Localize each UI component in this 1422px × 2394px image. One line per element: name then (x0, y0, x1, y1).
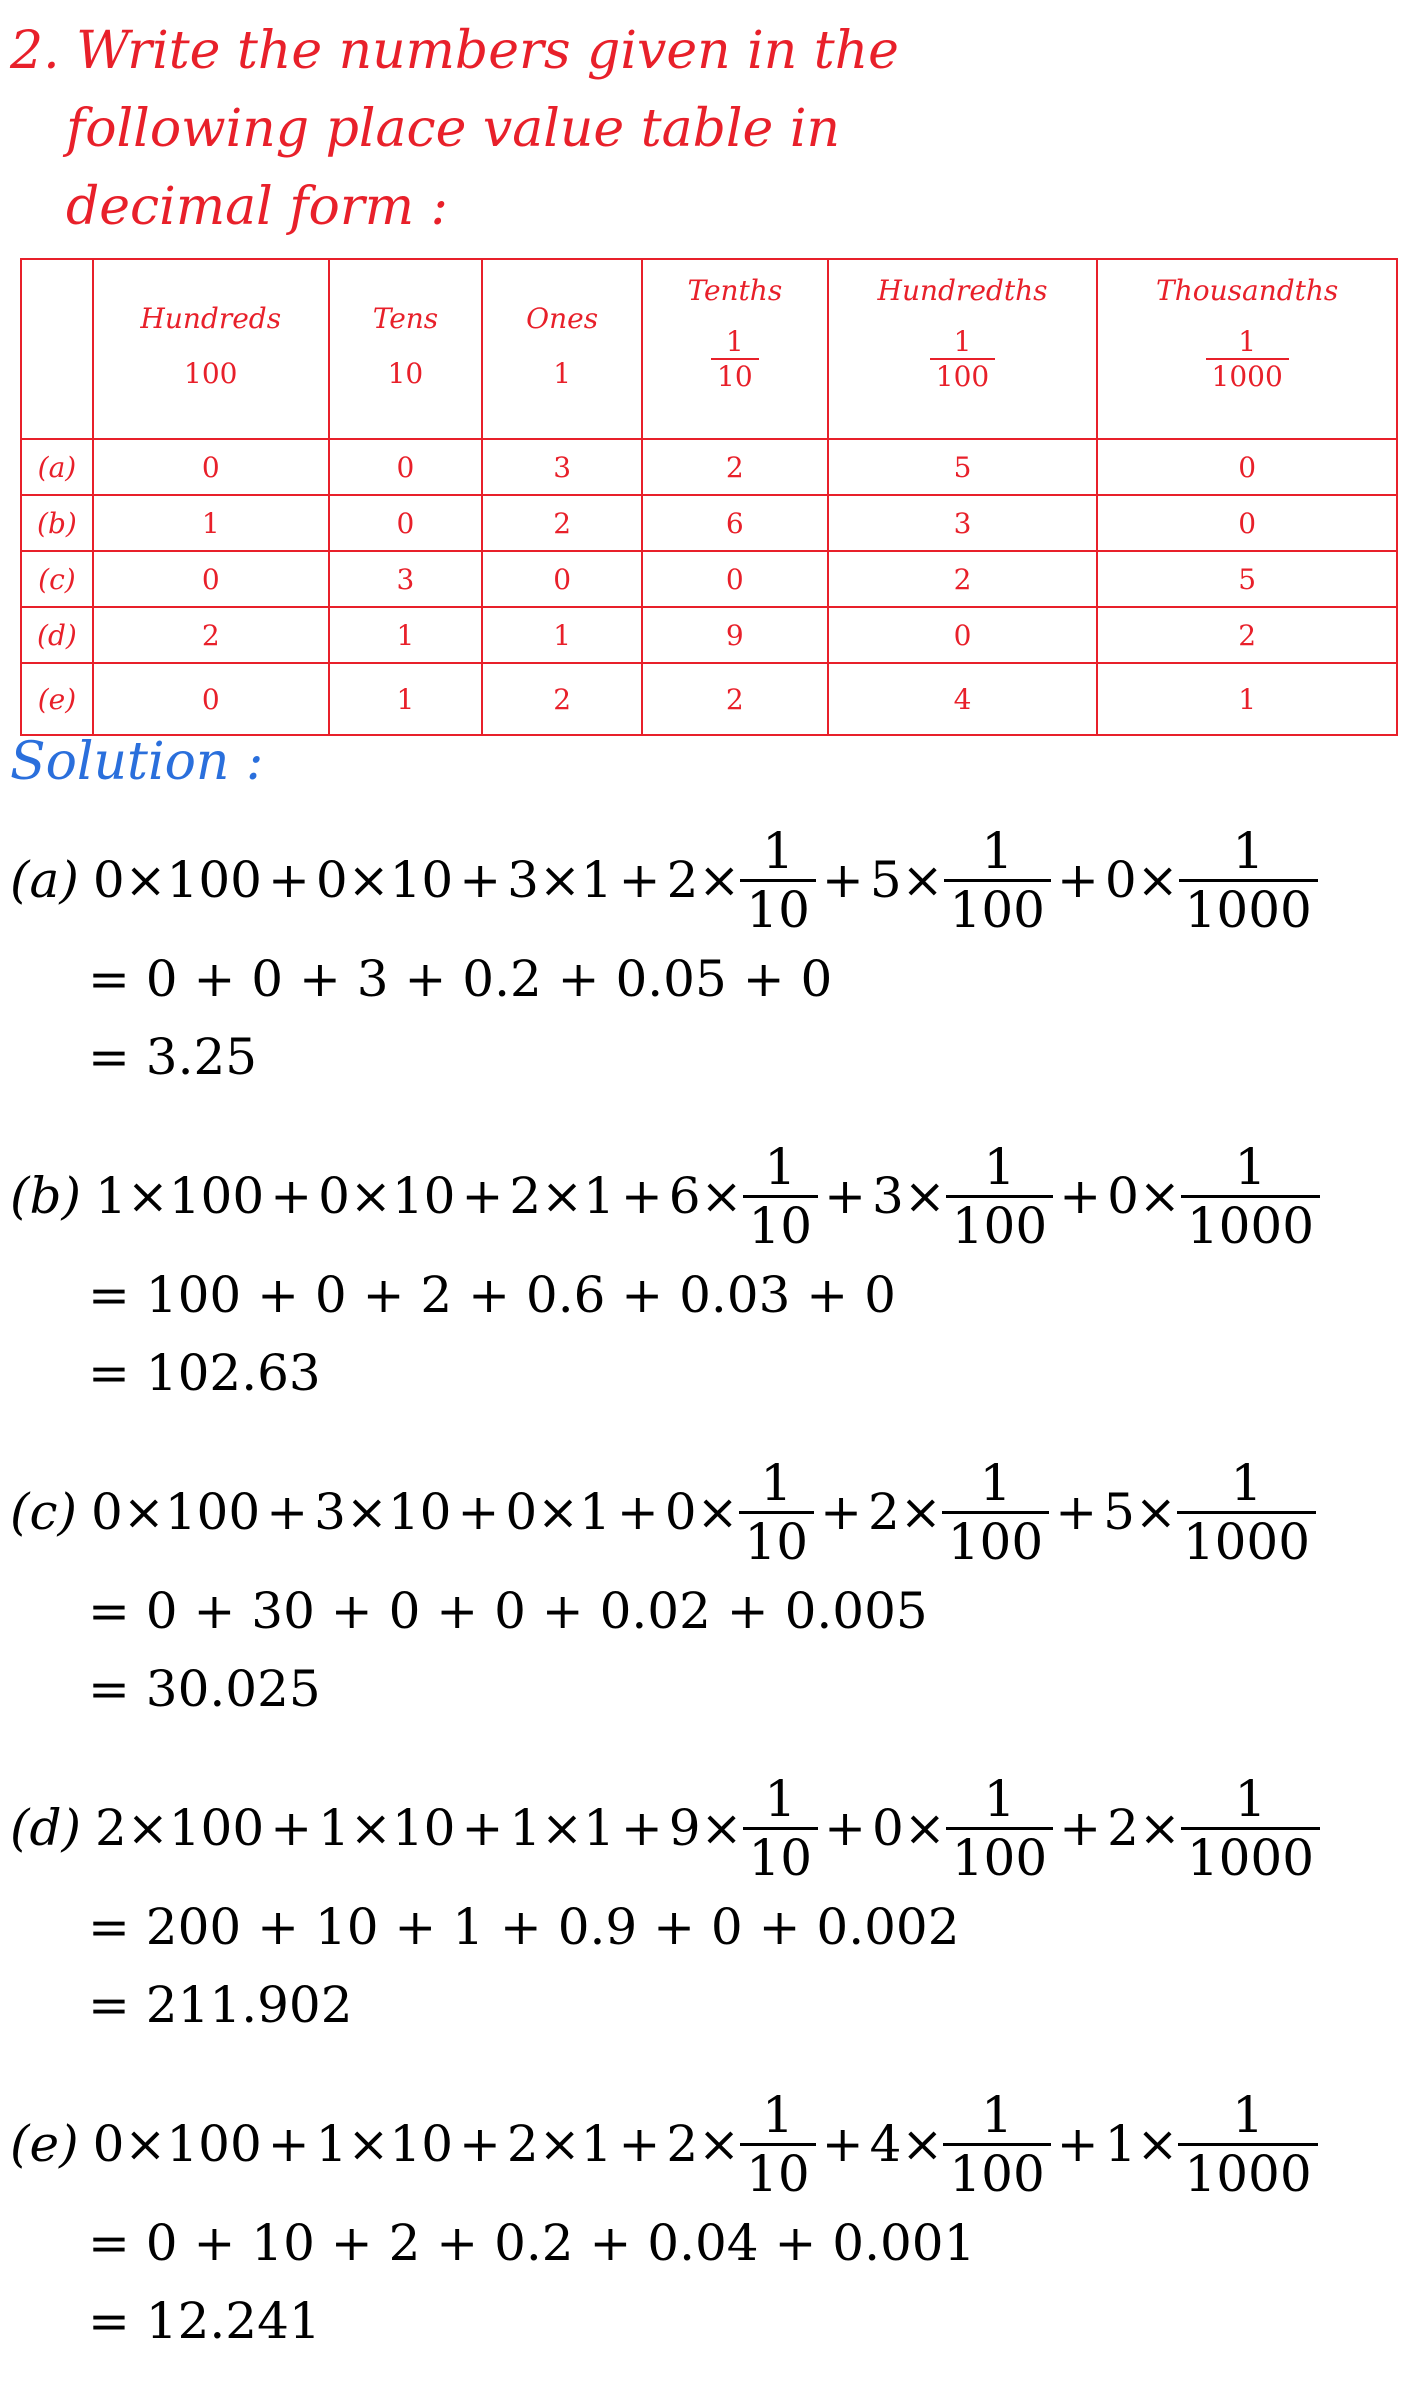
table-row (21, 551, 1397, 607)
coefficient: 2 (666, 851, 699, 909)
coefficient: 2 (506, 2115, 539, 2173)
coefficient: 5 (1103, 1483, 1135, 1541)
fraction (943, 2087, 1050, 2202)
column-name: Hundredths (877, 274, 1048, 307)
question-line-3: decimal form : (66, 177, 449, 237)
table-row (21, 607, 1397, 663)
fraction-numerator: 1 (1232, 2085, 1264, 2144)
fraction (1178, 2087, 1317, 2202)
times-sign: × (537, 1483, 580, 1541)
column-fraction: $\frac{1}{1000}$ (1206, 325, 1289, 393)
fraction (743, 1139, 819, 1254)
fraction-numerator: 1 (1230, 1453, 1263, 1512)
times-sign: × (903, 1167, 946, 1225)
coefficient: 9 (668, 1799, 701, 1857)
solution-label: (d) (10, 1799, 82, 1857)
coefficient: 2 (666, 2115, 699, 2173)
question-text (10, 12, 899, 246)
digit-cell: 0 (828, 607, 1098, 663)
times-sign: × (126, 1799, 169, 1857)
fraction-denominator: 10 (743, 1827, 819, 1886)
times-sign: × (541, 1799, 584, 1857)
fraction (1181, 1139, 1320, 1254)
fraction (946, 1139, 1053, 1254)
times-sign: × (345, 1483, 388, 1541)
times-sign: × (698, 851, 741, 909)
coefficient: 1 (1104, 2115, 1137, 2173)
times-sign: × (1138, 1167, 1181, 1225)
coefficient: 5 (869, 851, 902, 909)
digit-cell: 1 (482, 607, 642, 663)
plus-sign: + (459, 851, 502, 909)
fraction (942, 1455, 1049, 1570)
sum-step: = 0 + 10 + 2 + 0.2 + 0.04 + 0.001 (88, 2214, 976, 2272)
place-value: 100 (168, 1167, 265, 1225)
row-label: (c) (21, 551, 93, 607)
solution-heading: Solution : (10, 732, 264, 792)
times-sign: × (901, 2115, 944, 2173)
fraction-numerator: 1 (764, 1137, 797, 1196)
row-label: (a) (21, 439, 93, 495)
digit-cell: 9 (642, 607, 828, 663)
coefficient: 1 (318, 1799, 350, 1857)
fraction (740, 2087, 816, 2202)
digit-cell: 1 (93, 495, 329, 551)
header-empty-cell (21, 259, 93, 439)
digit-cell: 0 (93, 663, 329, 735)
coefficient: 0 (315, 851, 348, 909)
coefficient: 1 (95, 1167, 127, 1225)
coefficient: 0 (505, 1483, 538, 1541)
digit-cell: 2 (1097, 607, 1397, 663)
plus-sign: + (620, 1167, 663, 1225)
coefficient: 0 (92, 851, 125, 909)
solution-label: (e) (10, 2115, 79, 2173)
column-name: Tens (372, 302, 439, 335)
result-step: = 12.241 (88, 2292, 321, 2350)
digit-cell: 5 (1097, 551, 1397, 607)
coefficient: 2 (1107, 1799, 1139, 1857)
coefficient: 3 (872, 1167, 904, 1225)
fraction (1177, 1455, 1316, 1570)
digit-cell: 2 (482, 663, 642, 735)
times-sign: × (700, 1167, 743, 1225)
times-sign: × (349, 1167, 392, 1225)
times-sign: × (903, 1799, 946, 1857)
coefficient: 1 (509, 1799, 542, 1857)
digit-cell: 0 (93, 551, 329, 607)
solution-block (10, 1136, 1320, 1412)
coefficient: 0 (91, 1483, 123, 1541)
plus-sign: + (616, 1483, 659, 1541)
sum-step: = 200 + 10 + 1 + 0.9 + 0 + 0.002 (88, 1898, 960, 1956)
times-sign: × (126, 1167, 169, 1225)
plus-sign: + (1056, 2115, 1099, 2173)
digit-cell: 4 (828, 663, 1098, 735)
plus-sign: + (820, 1483, 863, 1541)
coefficient: 4 (869, 2115, 902, 2173)
header-ones (482, 259, 642, 439)
header-tenths (642, 259, 828, 439)
times-sign: × (538, 851, 581, 909)
plus-sign: + (270, 1799, 313, 1857)
times-sign: × (124, 851, 167, 909)
fraction-denominator: 10 (740, 879, 816, 938)
result-step: = 30.025 (88, 1660, 321, 1718)
solution-label: (a) (10, 851, 79, 909)
expansion-expression (10, 1136, 1320, 1256)
fraction-denominator: 1000 (1181, 1195, 1320, 1254)
place-value: 1 (583, 1167, 615, 1225)
times-sign: × (541, 1167, 584, 1225)
times-sign: × (698, 2115, 741, 2173)
solution-block (10, 820, 1318, 1096)
column-name: Ones (526, 302, 599, 335)
header-hundredths (828, 259, 1098, 439)
column-fraction: $\frac{1}{10}$ (711, 325, 759, 393)
table-row (21, 663, 1397, 735)
coefficient: 1 (315, 2115, 348, 2173)
plus-sign: + (824, 1167, 867, 1225)
fraction-denominator: 10 (743, 1195, 819, 1254)
fraction (1181, 1771, 1320, 1886)
digit-cell: 0 (93, 439, 329, 495)
digit-cell: 3 (828, 495, 1098, 551)
coefficient: 0 (1104, 851, 1137, 909)
question-line-1: 2. Write the numbers given in the (10, 21, 899, 81)
fraction-denominator: 1000 (1177, 1511, 1316, 1570)
plus-sign: + (457, 1483, 500, 1541)
fraction (944, 823, 1051, 938)
digit-cell: 2 (482, 495, 642, 551)
digit-cell: 2 (828, 551, 1098, 607)
fraction (946, 1771, 1053, 1886)
plus-sign: + (461, 1167, 504, 1225)
times-sign: × (122, 1483, 165, 1541)
place-value: 100 (166, 2115, 262, 2173)
result-step: = 3.25 (88, 1028, 258, 1086)
column-name: Thousandths (1156, 274, 1339, 307)
expansion-expression (10, 1452, 1316, 1572)
digit-cell: 3 (329, 551, 483, 607)
column-name: Hundreds (140, 302, 282, 335)
coefficient: 6 (668, 1167, 701, 1225)
plus-sign: + (1056, 851, 1099, 909)
digit-cell: 5 (828, 439, 1098, 495)
digit-cell: 2 (642, 439, 828, 495)
fraction-denominator: 10 (740, 2143, 816, 2202)
coefficient: 3 (314, 1483, 346, 1541)
digit-cell: 1 (1097, 663, 1397, 735)
fraction-denominator: 100 (946, 1827, 1053, 1886)
fraction-numerator: 1 (983, 1769, 1016, 1828)
plus-sign: + (824, 1799, 867, 1857)
column-value: 100 (184, 357, 238, 390)
column-name: Tenths (687, 274, 783, 307)
solution-block (10, 1452, 1316, 1728)
fraction-numerator: 1 (764, 1769, 797, 1828)
digit-cell: 2 (93, 607, 329, 663)
fraction-numerator: 1 (981, 821, 1014, 880)
fraction-denominator: 1000 (1178, 2143, 1317, 2202)
solution-label: (b) (10, 1167, 82, 1225)
fraction-numerator: 1 (1232, 821, 1265, 880)
fraction-numerator: 1 (981, 2085, 1013, 2144)
coefficient: 3 (507, 851, 539, 909)
fraction (739, 1455, 815, 1570)
plus-sign: + (618, 2115, 661, 2173)
sum-step: = 0 + 0 + 3 + 0.2 + 0.05 + 0 (88, 950, 833, 1008)
fraction-denominator: 100 (943, 2143, 1050, 2202)
fraction-numerator: 1 (979, 1453, 1012, 1512)
row-label: (b) (21, 495, 93, 551)
plus-sign: + (267, 2115, 310, 2173)
coefficient: 2 (509, 1167, 542, 1225)
fraction-denominator: 10 (739, 1511, 815, 1570)
place-value: 100 (168, 1799, 265, 1857)
times-sign: × (1136, 2115, 1179, 2173)
times-sign: × (124, 2115, 167, 2173)
plus-sign: + (1059, 1167, 1102, 1225)
digit-cell: 0 (1097, 495, 1397, 551)
place-value: 1 (583, 1799, 615, 1857)
plus-sign: + (266, 1483, 309, 1541)
plus-sign: + (620, 1799, 663, 1857)
fraction-numerator: 1 (760, 1453, 793, 1512)
times-sign: × (700, 1799, 743, 1857)
fraction-numerator: 1 (1234, 1769, 1267, 1828)
digit-cell: 1 (329, 607, 483, 663)
fraction-numerator: 1 (1234, 1137, 1267, 1196)
plus-sign: + (821, 851, 864, 909)
place-value: 1 (580, 851, 613, 909)
place-value: 10 (389, 2115, 454, 2173)
times-sign: × (538, 2115, 581, 2173)
table-row (21, 439, 1397, 495)
header-thousandths (1097, 259, 1397, 439)
coefficient: 0 (1107, 1167, 1139, 1225)
digit-cell: 6 (642, 495, 828, 551)
table-row (21, 495, 1397, 551)
plus-sign: + (1059, 1799, 1102, 1857)
header-hundreds (93, 259, 329, 439)
header-tens (329, 259, 483, 439)
expansion-expression (10, 2084, 1318, 2204)
fraction-denominator: 100 (944, 879, 1051, 938)
plus-sign: + (821, 2115, 864, 2173)
place-value: 100 (164, 1483, 261, 1541)
plus-sign: + (267, 851, 310, 909)
times-sign: × (1134, 1483, 1177, 1541)
times-sign: × (347, 851, 390, 909)
place-value: 1 (580, 2115, 613, 2173)
fraction-denominator: 100 (946, 1195, 1053, 1254)
place-value: 100 (166, 851, 262, 909)
place-value-table (20, 258, 1398, 736)
digit-cell: 0 (1097, 439, 1397, 495)
row-label: (e) (21, 663, 93, 735)
plus-sign: + (1055, 1483, 1098, 1541)
fraction (740, 823, 816, 938)
column-fraction: $\frac{1}{100}$ (930, 325, 995, 393)
result-step: = 211.902 (88, 1976, 353, 2034)
coefficient: 0 (872, 1799, 904, 1857)
fraction-numerator: 1 (761, 2085, 794, 2144)
plus-sign: + (461, 1799, 504, 1857)
expansion-expression (10, 1768, 1320, 1888)
digit-cell: 0 (482, 551, 642, 607)
times-sign: × (901, 851, 944, 909)
times-sign: × (349, 1799, 392, 1857)
expansion-expression (10, 820, 1318, 940)
times-sign: × (899, 1483, 942, 1541)
digit-cell: 2 (642, 663, 828, 735)
place-value: 10 (387, 1483, 452, 1541)
question-line-2: following place value table in (66, 99, 840, 159)
fraction-numerator: 1 (983, 1137, 1016, 1196)
digit-cell: 1 (329, 663, 483, 735)
times-sign: × (1138, 1799, 1181, 1857)
coefficient: 0 (92, 2115, 125, 2173)
table-header-row (21, 259, 1397, 439)
solution-label: (c) (10, 1483, 78, 1541)
plus-sign: + (270, 1167, 313, 1225)
place-value: 10 (391, 1167, 456, 1225)
digit-cell: 0 (329, 439, 483, 495)
coefficient: 2 (868, 1483, 900, 1541)
digit-cell: 0 (642, 551, 828, 607)
place-value: 10 (391, 1799, 456, 1857)
times-sign: × (696, 1483, 739, 1541)
solution-block (10, 1768, 1320, 2044)
fraction-numerator: 1 (762, 821, 795, 880)
solution-block (10, 2084, 1318, 2360)
times-sign: × (1136, 851, 1179, 909)
coefficient: 2 (95, 1799, 127, 1857)
sum-step: = 0 + 30 + 0 + 0 + 0.02 + 0.005 (88, 1582, 928, 1640)
coefficient: 0 (318, 1167, 350, 1225)
fraction-denominator: 1000 (1179, 879, 1318, 938)
fraction-denominator: 1000 (1181, 1827, 1320, 1886)
sum-step: = 100 + 0 + 2 + 0.6 + 0.03 + 0 (88, 1266, 896, 1324)
plus-sign: + (618, 851, 661, 909)
coefficient: 0 (664, 1483, 697, 1541)
digit-cell: 0 (329, 495, 483, 551)
result-step: = 102.63 (88, 1344, 321, 1402)
column-value: 1 (553, 357, 572, 390)
fraction (1179, 823, 1318, 938)
place-value: 10 (389, 851, 454, 909)
fraction (743, 1771, 819, 1886)
fraction-denominator: 100 (942, 1511, 1049, 1570)
row-label: (d) (21, 607, 93, 663)
column-value: 10 (387, 357, 424, 390)
digit-cell: 3 (482, 439, 642, 495)
place-value: 1 (579, 1483, 611, 1541)
plus-sign: + (459, 2115, 501, 2173)
times-sign: × (347, 2115, 390, 2173)
